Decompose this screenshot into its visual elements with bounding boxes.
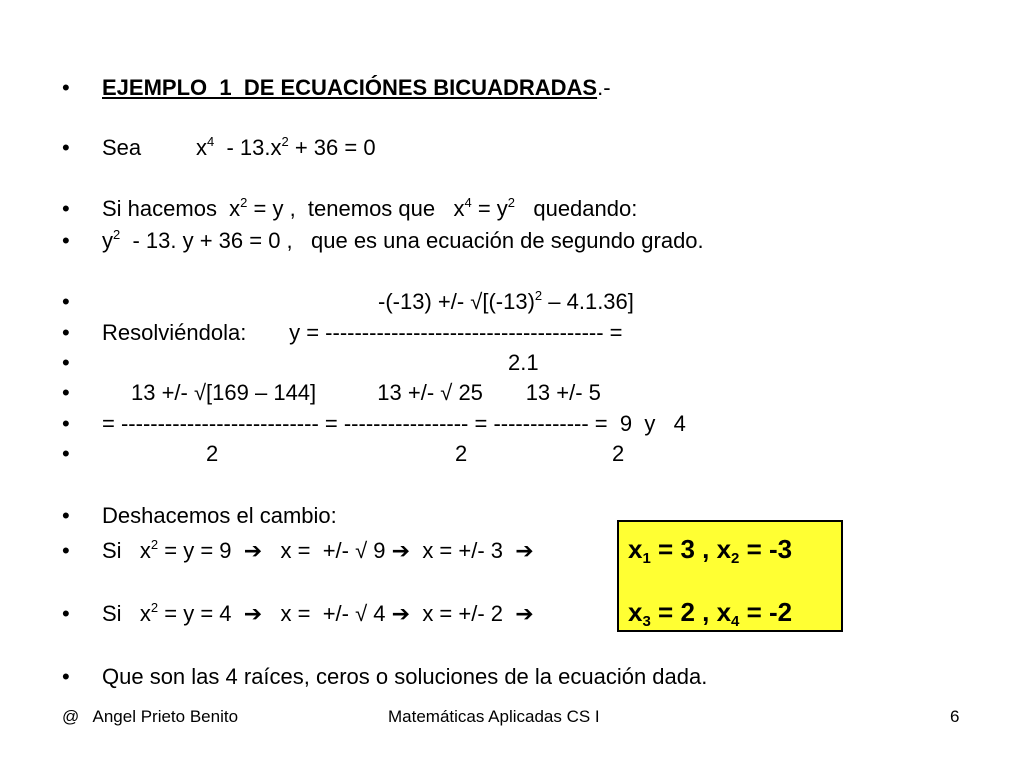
- footer-course: Matemáticas Aplicadas CS I: [388, 707, 600, 726]
- quadratic-line: $y^2 - 13$. y + 36 = 0 , que es una ecuación de segundo grado.: [102, 227, 704, 253]
- slide-title: EJEMPLO 1 DE ECUACIÓNES BICUADRADAS.-: [102, 75, 611, 100]
- denominator: 2: [612, 441, 625, 466]
- denominator: 2: [206, 441, 219, 466]
- bullet: •: [62, 538, 70, 563]
- arrow-icon: ➔: [391, 539, 411, 564]
- bullet: •: [62, 664, 70, 689]
- bullet: •: [62, 75, 70, 100]
- bullet: •: [62, 441, 70, 466]
- arrow-icon: ➔: [391, 602, 411, 627]
- formula-numerator: -(-13) +/- $√[(-13)^2 - 4.1.36]$: [378, 288, 634, 314]
- bullet: •: [62, 503, 70, 528]
- bullet: •: [62, 380, 70, 405]
- footer-page-number: 6: [950, 707, 960, 726]
- equation: $x^4 - 13.x^2 + 36 = 0$: [196, 134, 376, 160]
- bullet: •: [62, 350, 70, 375]
- formula-denominator: 2.1: [508, 350, 539, 375]
- bullet: •: [62, 135, 70, 160]
- case-y9-line: Si $x^2 = y = 9$ ➔ x = +/- √ 9 ➔ x = +/- 3 ➔: [102, 537, 534, 564]
- answer-x3-x4: $x_3 = 2$ , $x_4 = -2$: [628, 597, 793, 630]
- bullet: •: [62, 289, 70, 314]
- arrow-icon: ➔: [243, 602, 263, 627]
- conclusion-line: Que son las 4 raíces, ceros o soluciones de la ecuación dada.: [102, 664, 708, 689]
- solution-steps: 13 +/- √[169 – 144] 13 +/- √ 25 13 +/- 5: [131, 380, 601, 405]
- bullet: •: [62, 411, 70, 436]
- substitution-line: Si hacemos $x^2 = y$ , tenemos que $x^4 = y^2$ quedando:: [102, 195, 638, 221]
- arrow-icon: ➔: [515, 539, 534, 564]
- bullet: •: [62, 320, 70, 345]
- footer-author: @ Angel Prieto Benito: [62, 707, 239, 726]
- equation-line: Sea: [102, 135, 142, 160]
- undo-change-line: Deshacemos el cambio:: [102, 503, 337, 528]
- denominator: 2: [455, 441, 468, 466]
- arrow-icon: ➔: [515, 602, 534, 627]
- bullet: •: [62, 196, 70, 221]
- bullet: •: [62, 601, 70, 626]
- solution-fraction-line: = --------------------------- = ----------------- = ------------- = 9 y 4: [102, 411, 686, 436]
- formula-line: Resolviéndola: y = -------------------------------------- =: [102, 320, 623, 345]
- answer-x1-x2: $x_1 = 3$ , $x_2 = -3$: [628, 534, 793, 567]
- bullet: •: [62, 228, 70, 253]
- case-y4-line: Si $x^2 = y = 4$ ➔ x = +/- √ 4 ➔ x = +/- 2 ➔: [102, 600, 534, 627]
- arrow-icon: ➔: [243, 539, 263, 564]
